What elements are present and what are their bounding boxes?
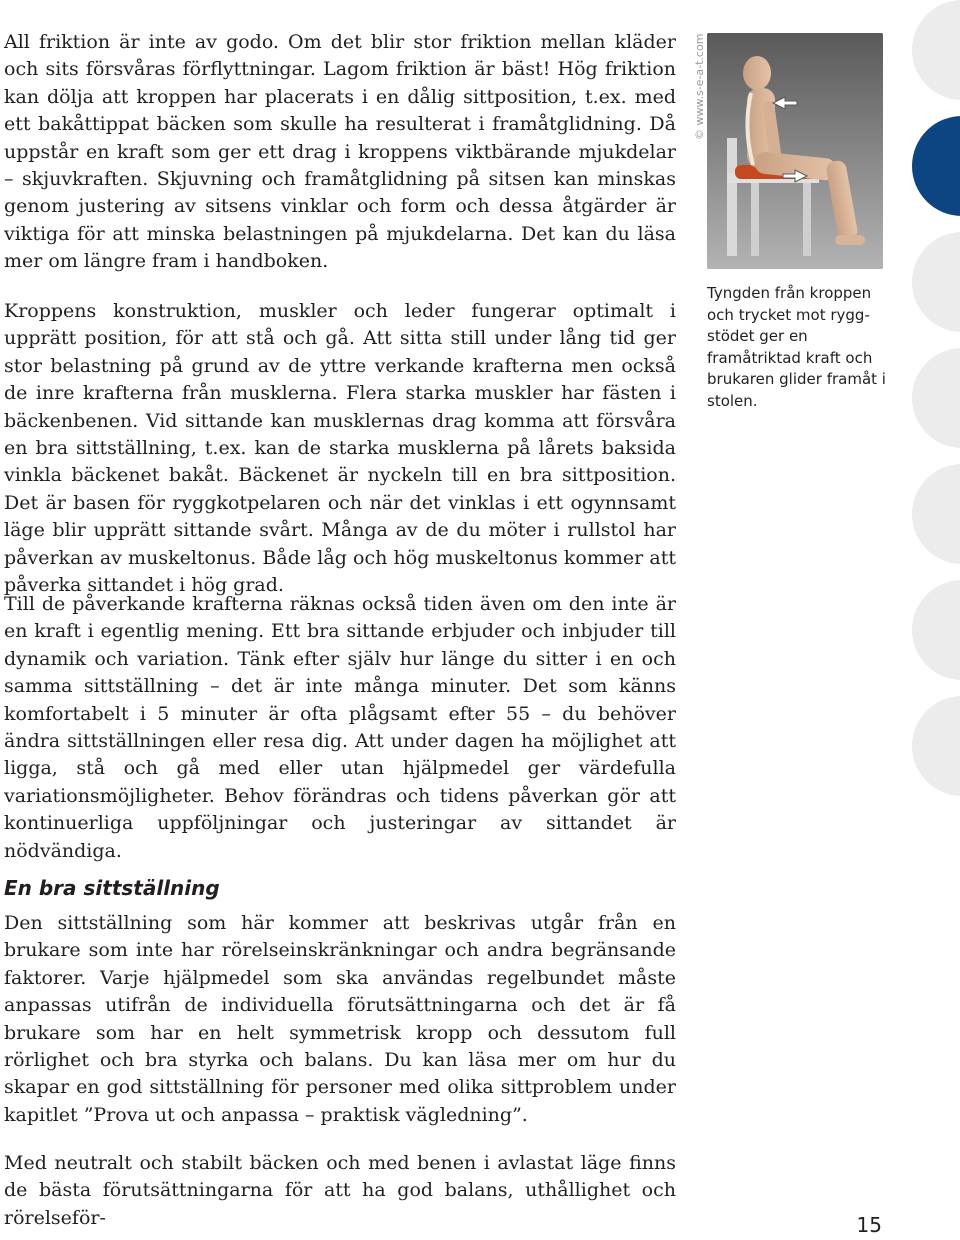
- chapter-tab: [912, 232, 960, 332]
- chapter-tab-active: [912, 116, 960, 216]
- body-paragraph-neutral-pelvis: Med neutralt och stabilt bäcken och med benen i avlastat läge finns de bästa förutsättningarna för att ha god balans, uthållighet och rörelseför-: [4, 1152, 676, 1229]
- body-paragraph-sitting-position: Den sittställning som här kommer att beskrivas utgår från en brukare som inte har rörelseinskränkningar och andra begränsande faktorer. Varje hjälpmedel som ska användas regelbundet måste anpassas utifrån de individuella förutsättningarna och det är få brukare som har en helt symmetrisk kropp och dessutom full rörlighet och bra styrka och balans. Du kan läsa mer om hur du skapar en god sittställning för personer med olika sittproblem under kapitlet ”Prova ut och anpassa – praktisk vägledning”.: [4, 912, 676, 1126]
- chapter-tab: [912, 580, 960, 680]
- seated-person-illustration: [707, 33, 883, 269]
- page-number: 15: [856, 1213, 882, 1237]
- body-paragraph-friction: All friktion är inte av godo. Om det blir stor friktion mellan kläder och sits försvåras förflyttningar. Lagom friktion är bäst! Hög friktion kan dölja att kroppen har placerats i en dålig sittposition, t.ex. med ett bakåttippat bäcken som skulle ha resulterat i framåtglidning. Då uppstår en kraft som ger ett drag i kroppens viktbärande mjukdelar – skjuvkraften. Skjuvning och framåtglidning på sitsen kan minskas genom justering av sitsens vinklar och form och dessa åtgärder är viktiga för att minska belastningen på mjukdelarna. Det kan du läsa mer om längre fram i handboken.: [4, 31, 676, 273]
- chapter-tab: [912, 348, 960, 448]
- figure-copyright: © www.s-e-a-t.com: [693, 33, 706, 140]
- body-paragraph-time: Till de påverkande krafterna räknas också tiden även om den inte är en kraft i egentlig mening. Ett bra sittande erbjuder och inbjuder till dynamik och variation. Tänk efter själv hur länge du sitter i en och samma sittställning – det är inte många minuter. Det som känns komfortabelt i 5 minuter är ofta plågsamt efter 55 – du behöver ändra sittställningen eller resa dig. Att under dagen ha möjlighet att ligga, stå och gå med eller utan hjälpmedel ger värdefulla variationsmöjligheter. Behov förändras och tidens påverkan gör att kontinuerliga uppföljningar och justeringar av sittandet är nödvändiga.: [4, 593, 676, 862]
- body-paragraph-body-construction: Kroppens konstruktion, muskler och leder fungerar optimalt i upprätt position, för att stå och gå. Att sitta still under lång tid ger stor belastning på grund av de yttre verkande krafterna men också de inre krafterna från musklerna. Flera starka muskler har fästen i bäckenbenen. Vid sittande kan musklernas drag komma att försvåra en bra sittställning, t.ex. kan de starka musklerna på lårets baksida vinkla bäckenet bakåt. Bäckenet är nyckeln till en bra sittposition. Det är basen för ryggkotpelaren och när det vinklas i ett ogynnsamt läge blir upprätt sittande svårt. Många av de du möter i rullstol har påverkan av muskeltonus. Både låg och hög muskeltonus kommer att påverka sittandet i hög grad.: [4, 300, 676, 597]
- chapter-tab: [912, 0, 960, 100]
- section-heading: En bra sittställning: [4, 876, 220, 900]
- figure-caption: Tyngden från kroppen och trycket mot ryggstödet ger en framåtriktad kraft och brukaren glider framåt i stolen.: [707, 284, 886, 410]
- chapter-tab: [912, 464, 960, 564]
- chapter-tab: [912, 696, 960, 796]
